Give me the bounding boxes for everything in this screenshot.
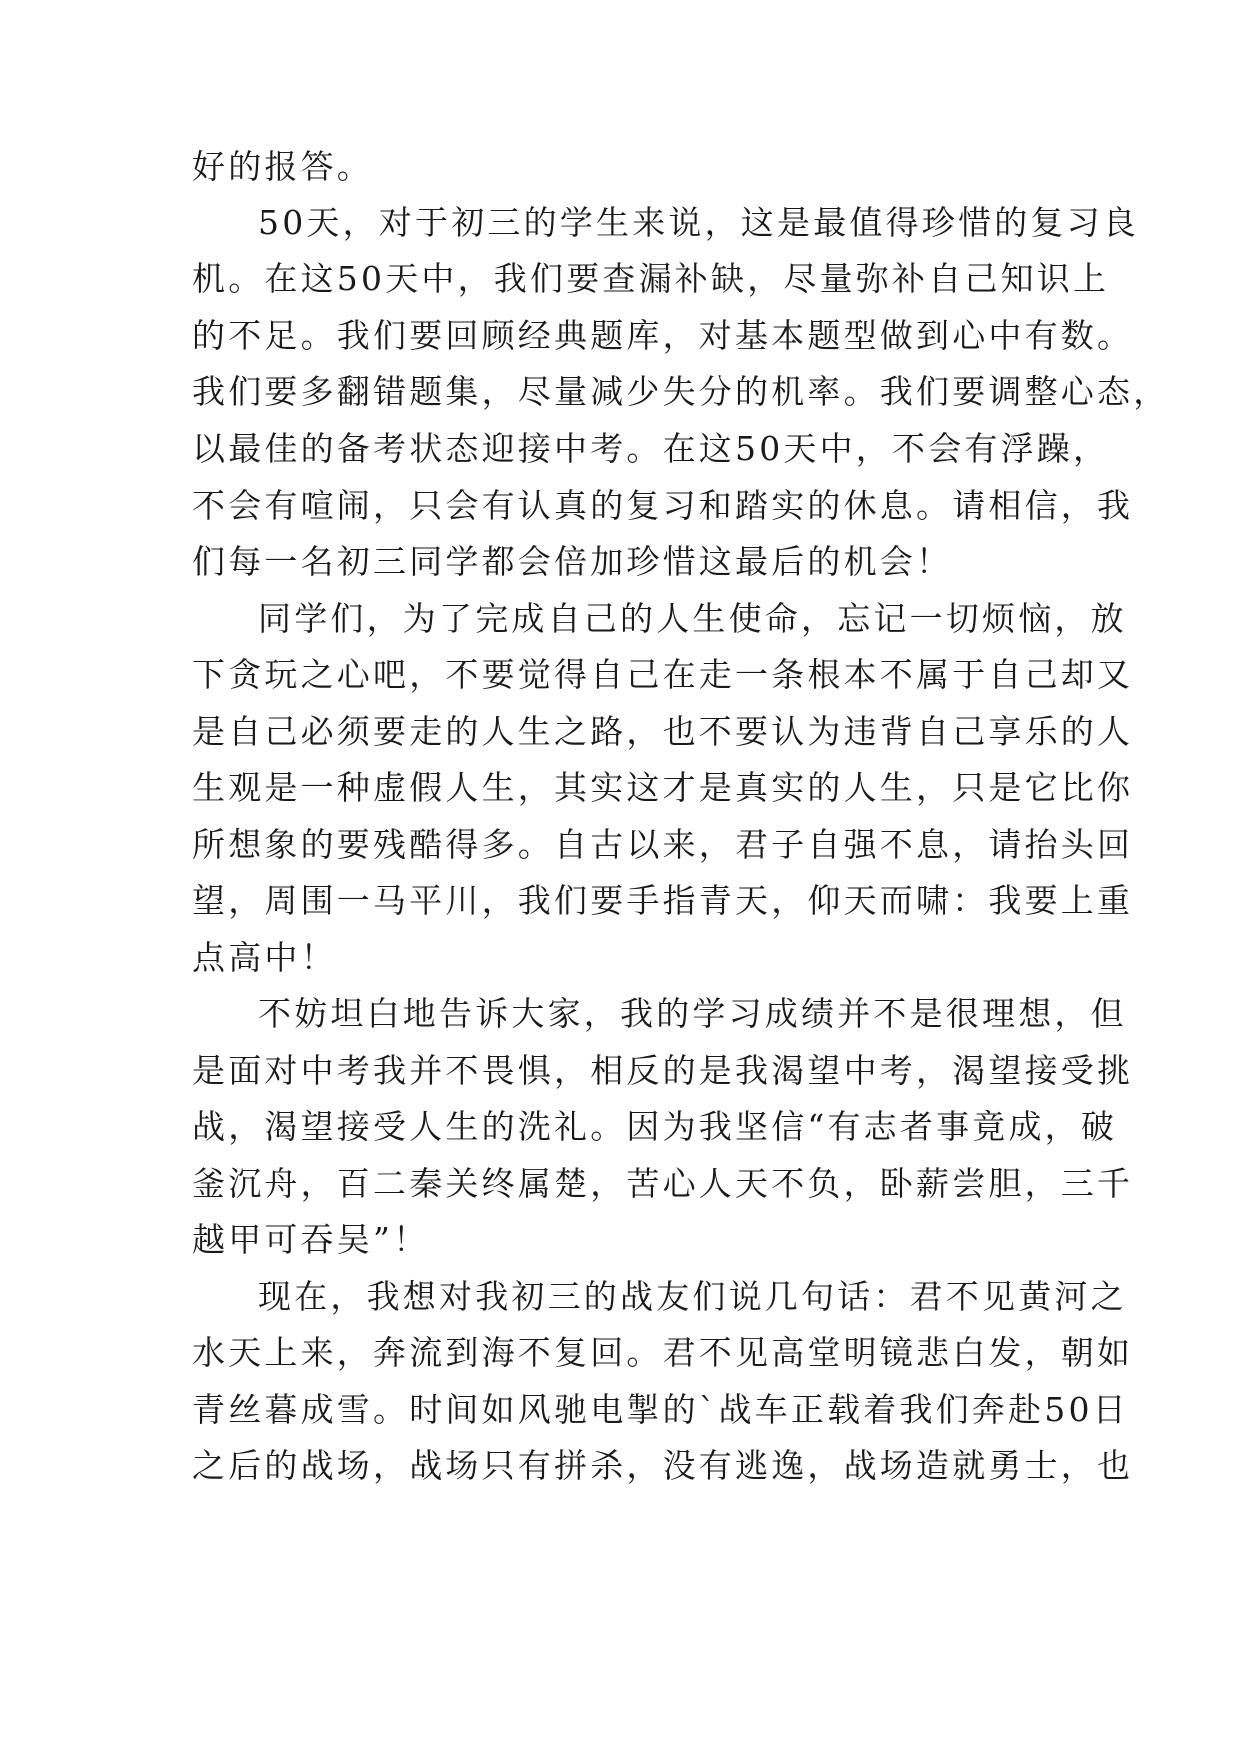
- text-line: 越甲可吞吴”！: [192, 1220, 430, 1259]
- text-line: 机。在这50天中，我们要查漏补缺，尽量弥补自己知识上: [192, 259, 1110, 298]
- text-line: 之后的战场，战场只有拼杀，没有逃逸，战场造就勇士，也: [192, 1446, 1134, 1485]
- text-line: 不会有喧闹，只会有认真的复习和踏实的休息。请相信，我: [192, 486, 1134, 525]
- text-line: 我们要多翻错题集，尽量减少失分的机率。我们要调整心态，: [192, 372, 1170, 411]
- text-line: 水天上来，奔流到海不复回。君不见高堂明镜悲白发，朝如: [192, 1333, 1134, 1372]
- text-line: 所想象的要残酷得多。自古以来，君子自强不息，请抬头回: [192, 825, 1134, 864]
- text-line: 生观是一种虚假人生，其实这才是真实的人生，只是它比你: [192, 768, 1134, 807]
- text-line: 下贪玩之心吧，不要觉得自己在走一条根本不属于自己却又: [192, 655, 1134, 694]
- paragraph-start-line: 不妨坦白地告诉大家，我的学习成绩并不是很理想，但: [258, 994, 1127, 1033]
- text-line: 们每一名初三同学都会倍加珍惜这最后的机会！: [192, 542, 953, 581]
- text-line: 望，周围一马平川，我们要手指青天，仰天而啸：我要上重: [192, 881, 1134, 920]
- text-line: 是自己必须要走的人生之路，也不要认为违背自己享乐的人: [192, 712, 1134, 751]
- text-line: 以最佳的备考状态迎接中考。在这50天中，不会有浮躁，: [192, 429, 1110, 468]
- text-line: 战，渴望接受人生的洗礼。因为我坚信“有志者事竟成，破: [192, 1107, 1118, 1146]
- text-line: 是面对中考我并不畏惧，相反的是我渴望中考，渴望接受挑: [192, 1051, 1134, 1090]
- paragraph-start-line: 现在，我想对我初三的战友们说几句话：君不见黄河之: [258, 1277, 1127, 1316]
- text-line: 好的报答。: [192, 147, 373, 186]
- text-line: 点高中！: [192, 938, 337, 977]
- paragraph-start-line: 50天，对于初三的学生来说，这是最值得珍惜的复习良: [258, 203, 1139, 242]
- text-line: 青丝暮成雪。时间如风驰电掣的`战车正载着我们奔赴50日: [192, 1390, 1129, 1429]
- paragraph-start-line: 同学们，为了完成自己的人生使命，忘记一切烦恼，放: [258, 599, 1127, 638]
- text-line: 的不足。我们要回顾经典题库，对基本题型做到心中有数。: [192, 316, 1134, 355]
- text-line: 釜沉舟，百二秦关终属楚，苦心人天不负，卧薪尝胆，三千: [192, 1164, 1134, 1203]
